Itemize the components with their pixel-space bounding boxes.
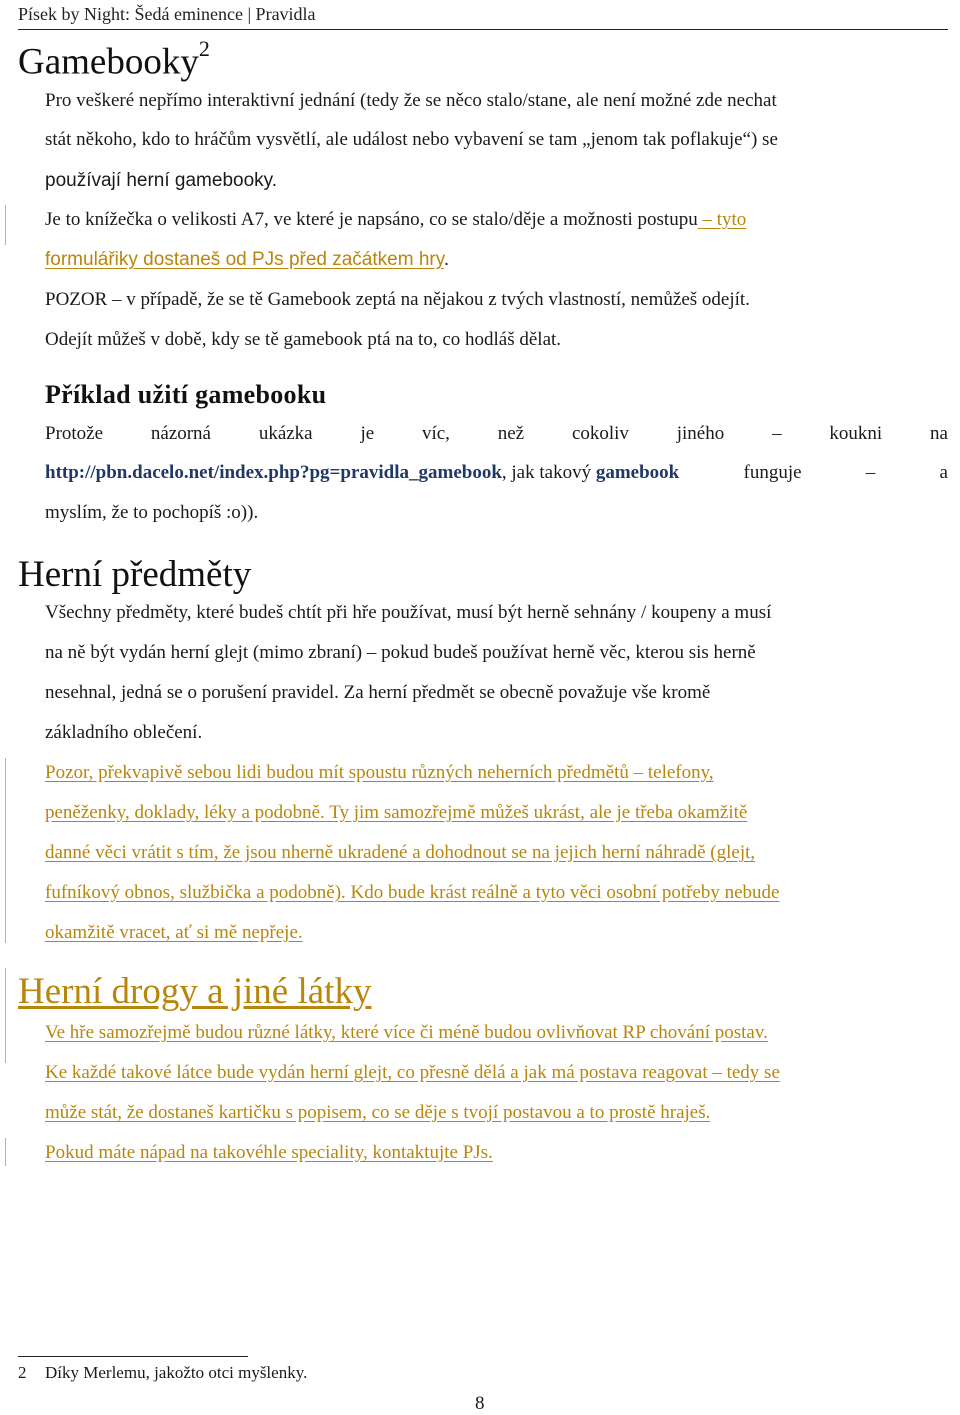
predmety-link-line2[interactable]: peněženky, doklady, léky a podobně. Ty jim samozřejmě můžeš ukrást, ale je třeba okamžitě [45, 802, 748, 823]
priklad-line3: myslím, že to pochopíš :o)). [45, 502, 259, 523]
drogy-link-line4[interactable]: Pokud máte nápad na takovéhle speciality, kontaktujte PJs. [45, 1142, 493, 1163]
priklad-line2-mid: , jak takový [501, 462, 596, 483]
priklad-w10: koukni [829, 423, 883, 444]
priklad-w3: ukázka [258, 423, 313, 444]
priklad-w5: víc, [421, 423, 450, 444]
priklad-line2-t2: – [865, 462, 876, 483]
gamebooky-p1-line2: stát někoho, kdo to hráčům vysvětlí, ale událost nebo vybavení se tam „jenom tak poflakuje“) se [45, 129, 778, 150]
running-header: Písek by Night: Šedá eminence | Pravidla [18, 4, 316, 24]
priklad-w2: názorná [150, 423, 211, 444]
footnote [18, 1363, 307, 1383]
header-rule [18, 29, 948, 30]
heading-priklad: Příklad užití gamebooku [45, 380, 327, 409]
predmety-line3: nesehnal, jedná se o porušení pravidel. Za herní předmět se obecně považuje vše kromě [45, 682, 711, 703]
gamebooky-p1-line3 [45, 168, 277, 194]
gamebooky-p2-link-part2[interactable]: formulářiky dostaneš od PJs před začátkem hry [45, 249, 444, 270]
priklad-line1 [45, 421, 948, 447]
footnote-rule [18, 1356, 248, 1357]
gamebooky-p2-link-part1[interactable]: – tyto [697, 209, 747, 230]
gamebooky-p2-line2 [45, 247, 449, 273]
priklad-w4: je [360, 423, 375, 444]
heading-drogy[interactable]: Herní drogy a jiné látky [18, 971, 372, 1012]
change-bar [5, 758, 6, 943]
priklad-line2-t3: a [939, 462, 948, 483]
predmety-link-line1[interactable]: Pozor, překvapivě sebou lidi budou mít spoustu různých neherních předmětů – telefony, [45, 762, 714, 783]
gamebooky-p1-line3b: herní gamebooky. [126, 170, 278, 191]
change-bar [5, 205, 6, 245]
gamebooky-p1-line1: Pro veškeré nepřímo interaktivní jednání (tedy že se něco stalo/stane, ale není možné zde nechat [45, 90, 777, 111]
heading-gamebooky-text: Gamebooky [18, 41, 199, 83]
change-bar [5, 1138, 6, 1166]
priklad-w9: – [772, 423, 782, 444]
priklad-line2 [45, 460, 948, 486]
priklad-w7: cokoliv [571, 423, 629, 444]
gamebooky-p3-line1: POZOR – v případě, že se tě Gamebook zeptá na nějakou z tvých vlastností, nemůžeš odejít. [45, 289, 750, 310]
predmety-link-line3[interactable]: danné věci vrátit s tím, že jsou nherně ukradené a dohodnout se na jejich herní náhradě (glejt, [45, 842, 756, 863]
footnote-ref[interactable]: 2 [198, 36, 210, 61]
predmety-line1: Všechny předměty, které budeš chtít při hře používat, musí být herně sehnány / koupeny a musí [45, 602, 772, 623]
heading-predmety: Herní předměty [18, 554, 252, 595]
predmety-line2: na ně být vydán herní glejt (mimo zbraní) – pokud budeš používat herně věc, kterou sis herně [45, 642, 756, 663]
drogy-link-line3[interactable]: může stát, že dostaneš kartičku s popisem, co se děje s tvojí postavou a to prostě hraješ. [45, 1102, 711, 1123]
predmety-line4: základního oblečení. [45, 722, 203, 743]
priklad-line2-main [45, 460, 679, 486]
footnote-text: Díky Merlemu, jakožto otci myšlenky. [45, 1363, 308, 1382]
priklad-line2-t1: funguje [743, 462, 802, 483]
priklad-w8: jiného [676, 423, 725, 444]
page-number: 8 [475, 1393, 485, 1414]
gamebooky-p2-line2-end: . [443, 249, 450, 270]
drogy-link-line2[interactable]: Ke každé takové látce bude vydán herní glejt, co přesně dělá a jak má postava reagovat – tedy se [45, 1062, 780, 1083]
predmety-link-line4[interactable]: fufníkový obnos, službička a podobně). Kdo bude krást reálně a tyto věci osobní potřeby nebude [45, 882, 780, 903]
priklad-w6: než [497, 423, 525, 444]
priklad-w11: na [929, 423, 948, 444]
gamebooky-p2-line1a: Je to knížečka o velikosti A7, ve které je napsáno, co se stalo/děje a možnosti postupu [45, 209, 698, 230]
gamebooky-p1-line3a: používají [45, 170, 127, 191]
drogy-link-line1[interactable]: Ve hře samozřejmě budou různé látky, které více či méně budou ovlivňovat RP chování postav. [45, 1022, 768, 1043]
gamebooky-p2-line1 [45, 207, 746, 233]
priklad-w1: Protože [45, 423, 104, 444]
gamebook-url-link[interactable]: http://pbn.dacelo.net/index.php?pg=pravidla_gamebook [45, 462, 502, 483]
change-bar [5, 968, 6, 1063]
heading-gamebooky [18, 36, 210, 83]
predmety-link-line5[interactable]: okamžitě vracet, ať si mě nepřeje. [45, 922, 303, 943]
gamebook-keyword: gamebook [595, 462, 680, 483]
gamebooky-p3-line2: Odejít můžeš v době, kdy se tě gamebook ptá na to, co hodláš dělat. [45, 329, 562, 350]
footnote-number: 2 [18, 1363, 27, 1382]
